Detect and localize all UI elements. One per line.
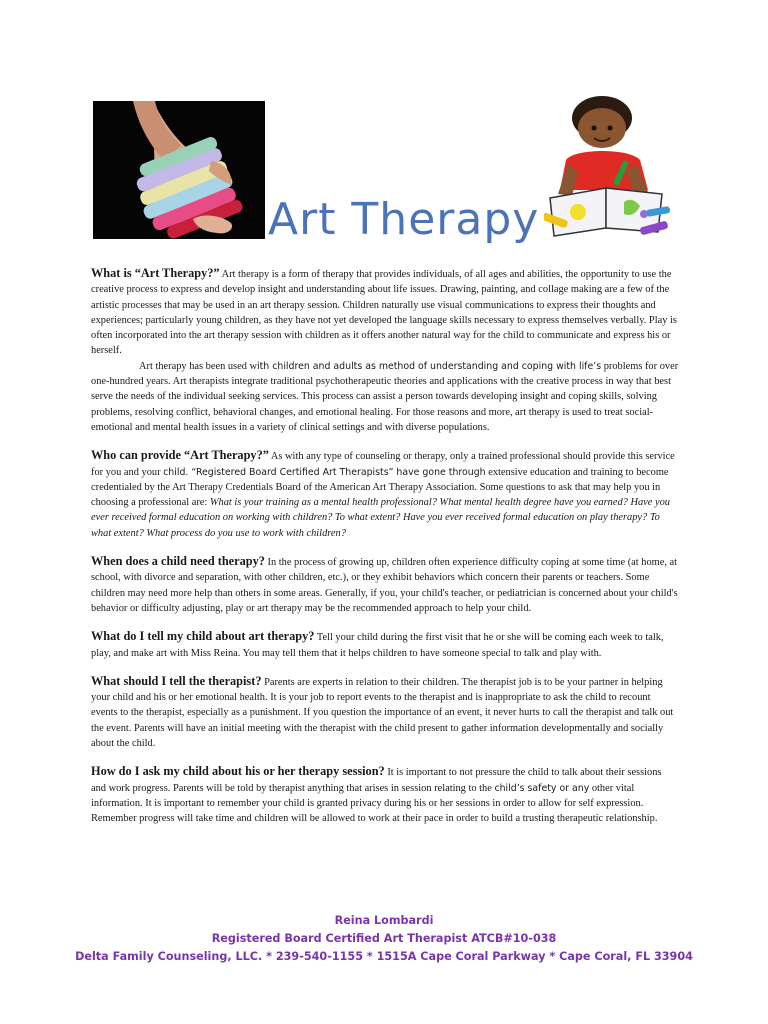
section-heading: When does a child need therapy? bbox=[91, 554, 265, 569]
text-run: extensive education and training to become credentialed by the Art Therapy Credentials Board of the American Art Therapy Association. Some questions to ask that may help you in choosing a professional are: bbox=[91, 466, 669, 509]
child-coloring-graphic bbox=[544, 90, 674, 240]
text-run: ith children and adults as method of understanding and coping with life’s bbox=[257, 360, 602, 372]
practice-contact: Delta Family Counseling, LLC. * 239-540-1155 * 1515A Cape Coral Parkway * Cape Coral, FL 33904 bbox=[75, 950, 693, 963]
text-run: Art therapy has been used w bbox=[139, 360, 258, 372]
section-text: In the process of growing up, children often experience difficulty coping at some time (at home, at school, with divorce and separation, with other children, etc.), or they exhibit behaviors which concern their parents or teachers. Some children may need more help than others in some areas. Generally, if you, your child's teacher, or pediatrician is concerned about your child's behavior or difficulty adjusting, play or art therapy may be the recommended approach to help your child. bbox=[91, 557, 678, 614]
contact-footer bbox=[0, 912, 768, 966]
section-tell-child bbox=[91, 629, 679, 661]
text-run: As with any type of counseling or therapy, only a trained professional should provide this service for you and your bbox=[91, 451, 675, 478]
text-run: problems for over one-hundred years. Art therapists integrate traditional psychotherapeutic theories and applications with the creative process in way that best serve the needs of the individual seeking services. This process can assist a person towards developing insight and coping skills, solving problems, resolving conflict, behavioral changes, and emotional healing. For those reasons and more, art therapy is used to treat social-emotional and mental health issues in a variety of clinical settings and with diverse populations. bbox=[91, 360, 679, 433]
section-tell-therapist bbox=[91, 674, 679, 751]
page-title: Art Therapy bbox=[268, 194, 540, 245]
text-run: What is your training as a mental health professional? What mental health degree have you earned? Have you ever received formal education on working with children? To what extent? Have you ever received formal education on play therapy? To what extent? What process do you use to work with children? bbox=[91, 497, 670, 539]
hand-holding-chalk-image bbox=[93, 101, 265, 239]
section-heading: What is “Art Therapy?” bbox=[91, 266, 220, 280]
section-heading: What do I tell my child about art therapy? bbox=[91, 629, 315, 644]
text-run: It is important to not pressure the child to talk about their sessions and work progress. Parents will be told by therapist anything that arises in session relating to the bbox=[91, 767, 662, 794]
section-heading: What should I tell the therapist? bbox=[91, 673, 262, 688]
text-run: other vital information. It is important to remember your child is granted privacy during his or her sessions in order to allow for self expression. Remember progress will take time and children will be allowed to work at their pace in order to build a trusting therapeutic relationship. bbox=[91, 782, 658, 825]
section-text: Art therapy is a form of therapy that provides individuals, of all ages and abilities, the opportunity to use the creative process to express and develop insight and understanding about life issues. Drawing, painting, and collage making are a few of the artistic processes that may be used in an art therapy session. Children naturally use visual communications to express their thoughts and experiences; particularly young children, as they have not yet developed the language skills necessary to express themselves verbally. Play is often incorporated into the art therapy session with children as it offers another natural way for the child to communicate and express his or herself. bbox=[91, 269, 677, 357]
chalk-photo-graphic bbox=[93, 101, 265, 239]
text-run: child. “Registered Board Certified Art Therapists” have gone through bbox=[163, 466, 486, 478]
section-text: Parents are experts in relation to their children. The therapist job is to be your partner in helping your child and his or her emotional health. It is your job to report events to the therapist and is inappropriate to ask the child to recount events to the therapist, especially as a punishment. If you question the importance of an event, it never hurts to call the therapist and talk out the event. Parents will have an initial meeting with the therapist with the child present to gather information developmentally and socially about the child. bbox=[91, 676, 674, 750]
section-heading: Who can provide “Art Therapy?” bbox=[91, 448, 269, 463]
therapist-name: Reina Lombardi bbox=[334, 914, 434, 927]
section-what-is bbox=[91, 266, 679, 359]
article-body bbox=[91, 266, 679, 827]
section-who-can-provide bbox=[91, 448, 679, 541]
section-when-need-therapy bbox=[91, 554, 679, 616]
section-ask-child bbox=[91, 764, 679, 826]
section-what-is-paragraph-2 bbox=[91, 359, 679, 435]
section-text: Tell your child during the first visit that he or she will be coming each week to talk, play, and make art with Miss Reina. You may tell them that it helps children to have someone special to talk and play with. bbox=[91, 632, 664, 659]
child-coloring-clipart bbox=[544, 90, 674, 240]
therapist-credential: Registered Board Certified Art Therapist ATCB#10-038 bbox=[211, 932, 557, 945]
text-run: child’s safety or any bbox=[494, 782, 590, 794]
section-heading: How do I ask my child about his or her therapy session? bbox=[91, 764, 385, 779]
